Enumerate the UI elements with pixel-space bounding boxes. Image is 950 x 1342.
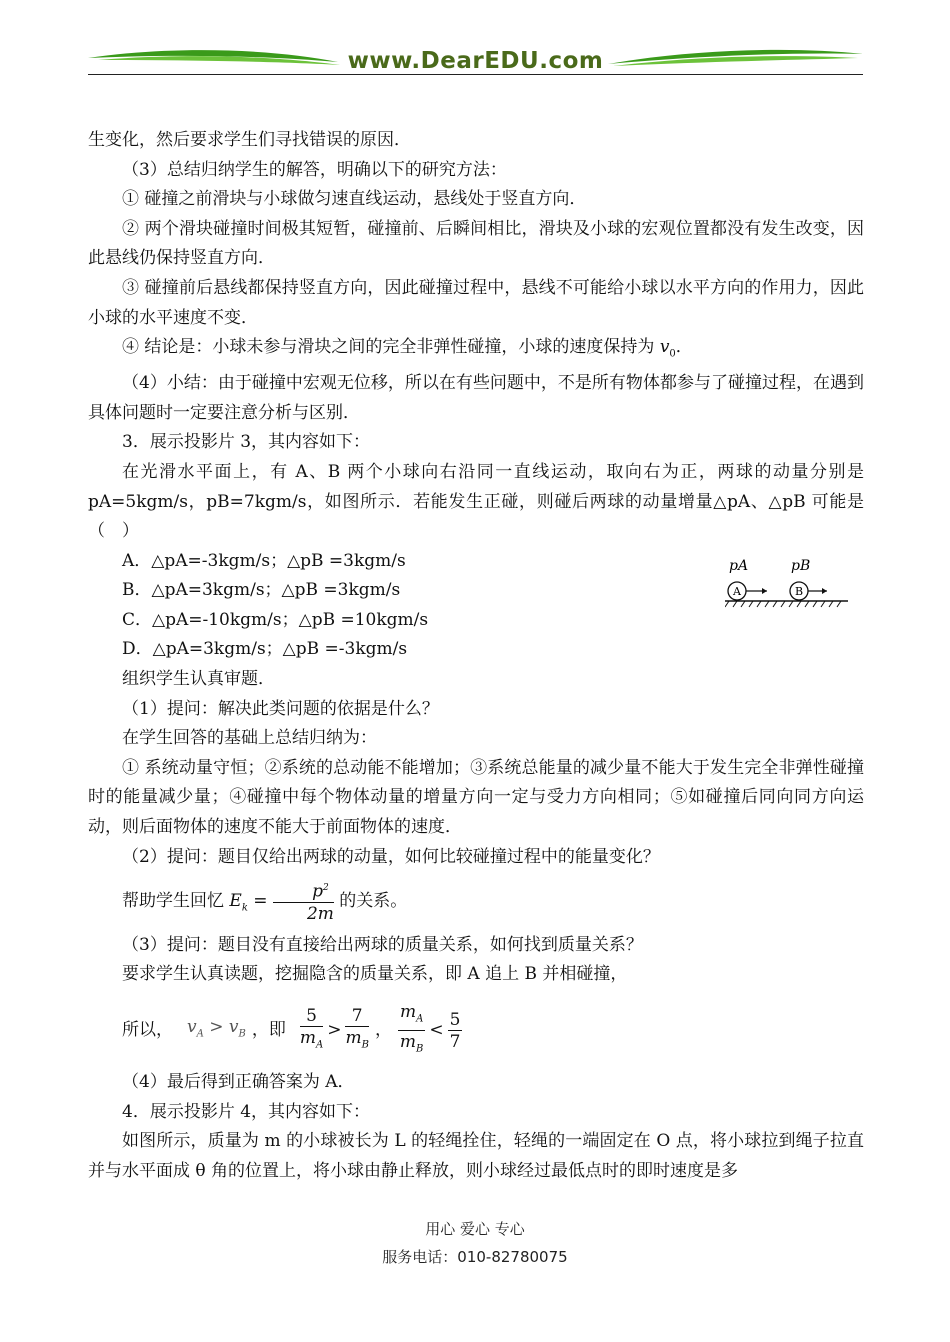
para-organize: 组织学生认真审题．: [122, 669, 275, 690]
kinetic-energy-fraction: $\frac{p^2}{2m}$: [273, 878, 334, 925]
para-point-2: ② 两个滑块碰撞时间极其短暂，碰撞前、后瞬间相比，滑块及小球的宏观位置都没有发生改变，因此悬线仍保持竖直方向．: [88, 218, 864, 269]
footer-phone: 服务电话：010-82780075: [382, 1248, 568, 1266]
header-rule: [88, 74, 863, 75]
para-criteria: ① 系统动量守恒；②系统的总动能不能增加；③系统总能量的减少量不能大于发生完全非弹性碰撞时的能量减少量；④碰撞中每个物体动量的增量方向一定与受力方向相同；⑤如碰撞后同向同方向运动，则后面物体的速度不能大于前面物体的速度．: [88, 757, 864, 838]
para-question-2: （2）提问：题目仅给出两球的动量，如何比较碰撞过程中的能量变化？: [122, 846, 660, 867]
collision-figure: [725, 556, 850, 608]
para-read-question: 要求学生认真读题，挖掘隐含的质量关系，即 A 追上 B 并相碰撞，: [122, 964, 628, 985]
arrow-b-head: [822, 588, 827, 594]
option-a: A．△pA=-3kgm/s；△pB =3kgm/s: [122, 550, 406, 571]
option-d: D．△pA=3kgm/s；△pB =-3kgm/s: [122, 639, 408, 660]
para-slide-3-problem: 在光滑水平面上，有 A、B 两个小球向右沿同一直线运动，取向右为正，两球的动量分别是 pA=5kgm/s，pB=7kgm/s，如图所示．若能发生正碰，则碰后两球的动量增量△pA、△pB 可能是（ ）: [88, 461, 864, 542]
arrow-a-head: [762, 588, 767, 594]
label-pb: pB: [791, 558, 811, 574]
ball-b-label: B: [794, 585, 804, 598]
document-body: [88, 126, 864, 1186]
label-pa: pA: [729, 558, 749, 574]
para-summarize: 在学生回答的基础上总结归纳为：: [122, 728, 377, 749]
para-slide-3-heading: 3．展示投影片 3，其内容如下：: [122, 432, 371, 453]
kinetic-energy-formula: $E_k$ =: [229, 891, 268, 914]
para-point-4: ④ 结论是：小球未参与滑块之间的完全非弹性碰撞，小球的速度保持为 $v_0$．: [122, 337, 693, 360]
para-line-01: 生变化，然后要求学生们寻找错误的原因．: [88, 130, 411, 150]
option-b: B．△pA=3kgm/s；△pB =3kgm/s: [122, 580, 401, 601]
ground-hatching: [725, 601, 841, 607]
fraction-mA-over-mB: $\frac{m_A}{m_B}$: [399, 1002, 424, 1054]
para-point-3: ③ 碰撞前后悬线都保持竖直方向，因此碰撞过程中，悬线不可能给小球以水平方向的作用力，因此小球的水平速度不变．: [88, 277, 864, 328]
fraction-7-over-mB: $\frac{7}{m_B}$: [345, 1005, 369, 1051]
option-c: C．△pA=-10kgm/s；△pB =10kgm/s: [122, 609, 429, 630]
ball-a-label: A: [733, 585, 741, 598]
mass-relation-line: 所以， $v_A > v_B$ ，即 $\frac{5}{m_A}$ > $\frac{7}{m_B}$ ， $\frac{m_A}{m_B}$ < $\frac{5}{7}$: [122, 1000, 864, 1062]
para-summary-4: （4）小结：由于碰撞中宏观无位移，所以在有些问题中，不是所有物体都参与了碰撞过程，在遇到具体问题时一定要注意分析与区别．: [88, 373, 864, 423]
footer-slogan: 用心 爱心 专心: [425, 1220, 525, 1238]
para-question-1: （1）提问：解决此类问题的依据是什么？: [122, 698, 439, 719]
velocity-inequality: $v_A > v_B$: [187, 1017, 246, 1040]
fraction-5-over-mA: $\frac{5}{m_A}$: [299, 1005, 324, 1051]
para-energy-formula: 帮助学生回忆 $E_k$ = $\frac{p^2}{2m}$ 的关系。: [88, 878, 864, 925]
para-answer: （4）最后得到正确答案为 A．: [122, 1072, 355, 1093]
site-logo-text: www.DearEDU.com: [347, 48, 604, 74]
para-summary-3: （3）总结归纳学生的解答，明确以下的研究方法：: [122, 159, 507, 180]
para-point-1: ① 碰撞之前滑块与小球做匀速直线运动，悬线处于竖直方向．: [122, 189, 587, 210]
two-balls-diagram: [725, 556, 850, 608]
para-slide-4-heading: 4．展示投影片 4，其内容如下：: [122, 1101, 371, 1122]
fraction-5-over-7: $\frac{5}{7}$: [449, 1009, 461, 1052]
para-slide-4-problem: 如图所示，质量为 m 的小球被长为 L 的轻绳拴住，轻绳的一端固定在 O 点，将小球拉到绳子拉直并与水平面成 θ 角的位置上，将小球由静止释放，则小球经过最低点时的即时速度是多: [88, 1131, 864, 1181]
para-question-3: （3）提问：题目没有直接给出两球的质量关系，如何找到质量关系？: [122, 934, 643, 955]
